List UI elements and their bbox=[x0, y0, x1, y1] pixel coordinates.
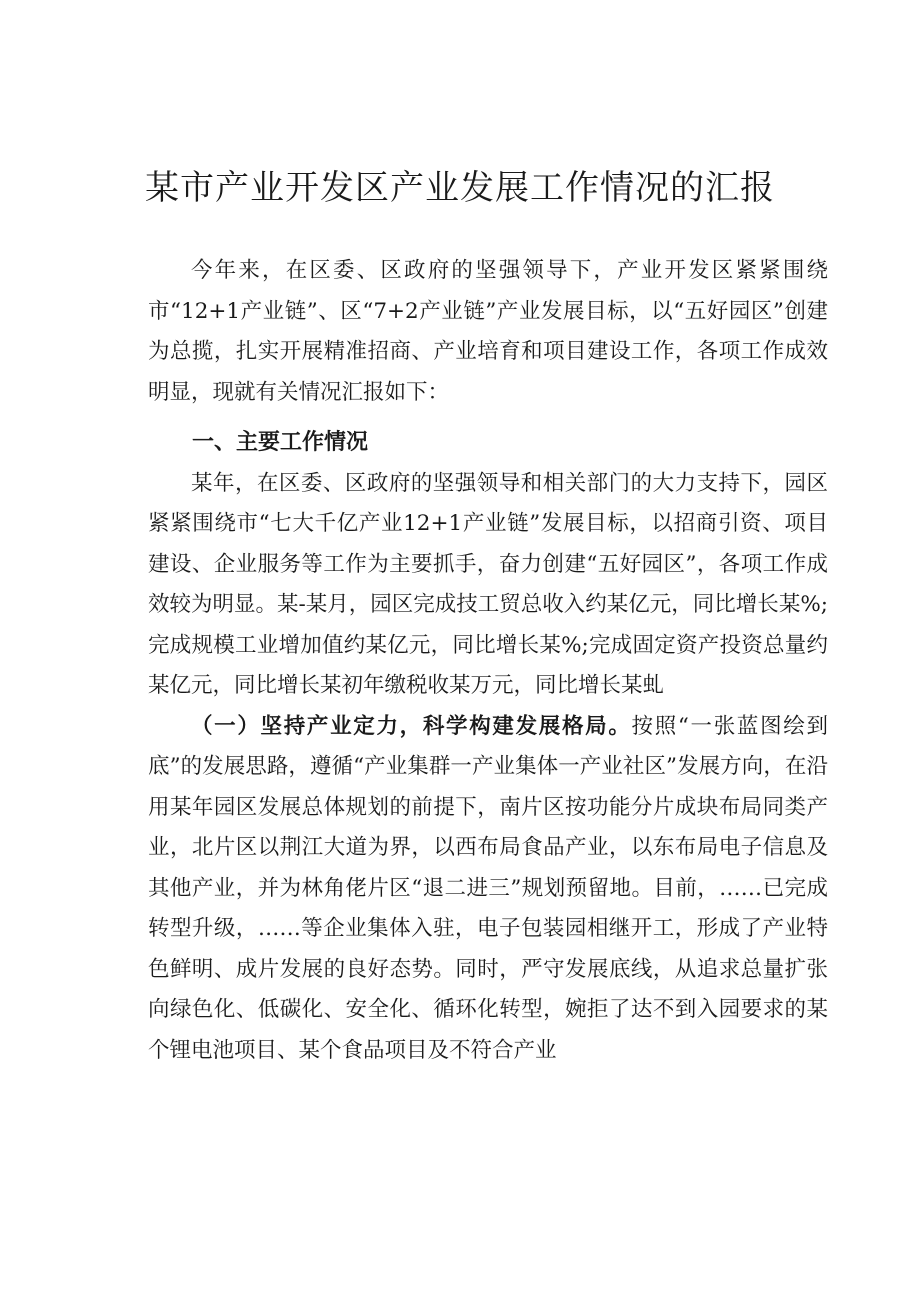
section1-paragraph: 某年，在区委、区政府的坚强领导和相关部门的大力支持下，园区紧紧围绕市“七大千亿产业12+1产业链”发展目标，以招商引资、项目建设、企业服务等工作为主要抓手，奋力创建“五好园区”，各项工作成效较为明显。某-某月，园区完成技工贸总收入约某亿元，同比增长某%;完成规模工业增加值约某亿元，同比增长某%;完成固定资产投资总量约某亿元，同比增长某初年缴税收某万元，同比增长某虬 bbox=[148, 470, 828, 698]
section1-block bbox=[148, 423, 828, 1071]
subsection1-text: 按照“一张蓝图绘到底”的发展思路，遵循“产业集群一产业集体一产业社区”发展方向，在沿用某年园区发展总体规划的前提下，南片区按功能分片成块布局同类产业，北片区以荆江大道为界，以西布局食品产业，以东布局电子信息及其他产业，并为林角佬片区“退二进三”规划预留地。目前，……已完成转型升级，……等企业集体入驻，电子包装园相继开工，形成了产业特色鲜明、成片发展的良好态势。同时，严守发展底线，从追求总量扩张向绿色化、低碳化、安全化、循环化转型，婉拒了达不到入园要求的某个锂电池项目、某个食品项目及不符合产业 bbox=[148, 713, 828, 1063]
intro-paragraph: 今年来，在区委、区政府的坚强领导下，产业开发区紧紧围绕市“12+1产业链”、区“7+2产业链”产业发展目标，以“五好园区”创建为总揽，扎实开展精准招商、产业培育和项目建设工作，各项工作成效明显，现就有关情况汇报如下： bbox=[148, 258, 828, 405]
document-title: 某市产业开发区产业发展工作情况的汇报 bbox=[145, 168, 775, 208]
subsection1-paragraph bbox=[148, 707, 828, 1072]
section1-heading: 一、主要工作情况 bbox=[192, 430, 369, 455]
intro-block bbox=[148, 251, 828, 413]
subsection1-lead: （一）坚持产业定力，科学构建发展格局。 bbox=[191, 713, 632, 739]
